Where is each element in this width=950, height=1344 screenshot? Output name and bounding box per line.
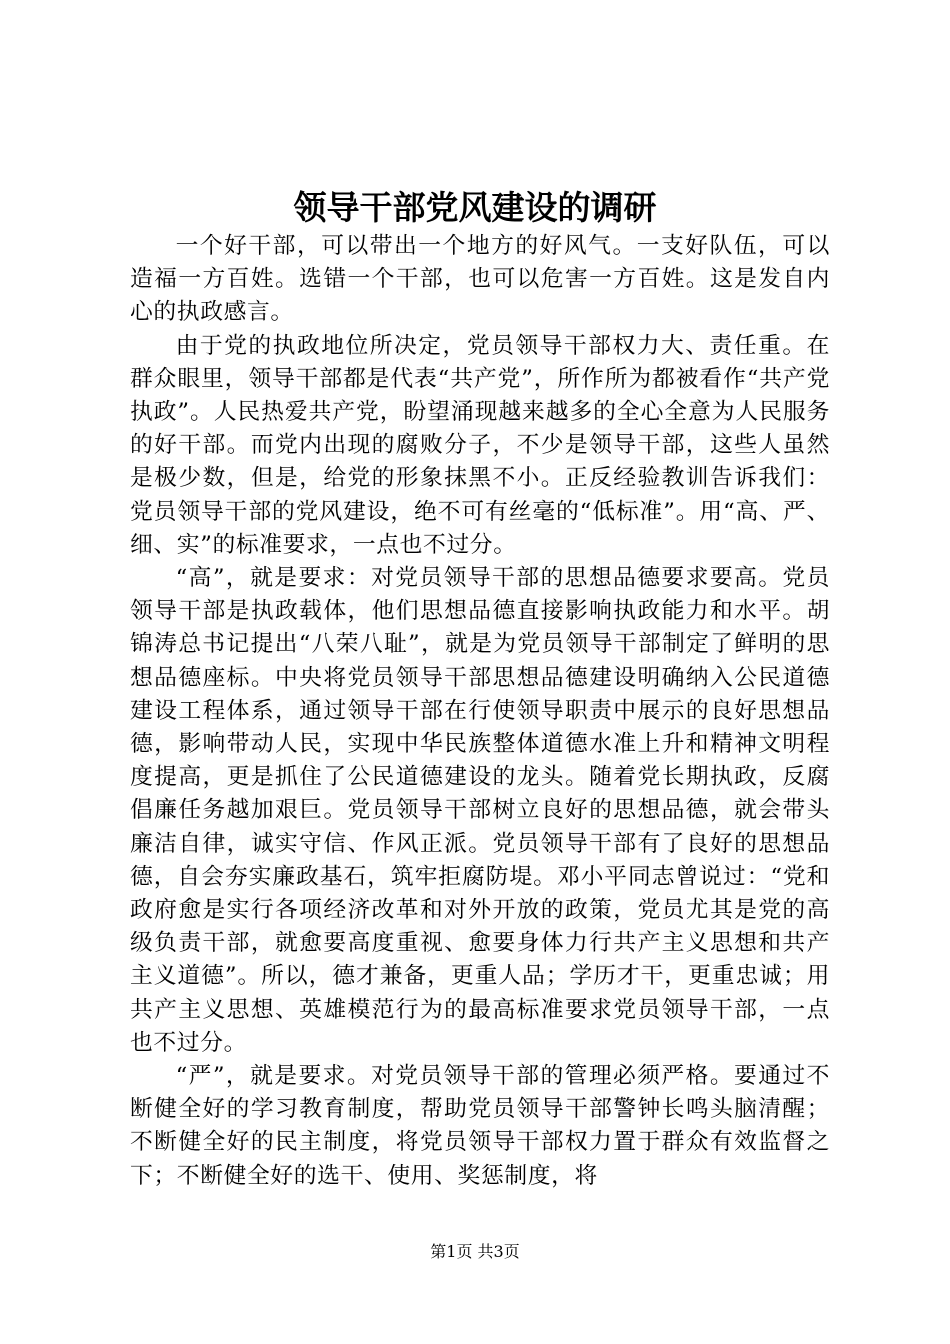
paragraph: 由于党的执政地位所决定，党员领导干部权力大、责任重。在群众眼里，领导干部都是代表“共产党”，所作所为都被看作“共产党执政”。人民热爱共产党，盼望涌现越来越多的全心全意为人民服务的好干部。而党内出现的腐败分子，不少是领导干部，这些人虽然是极少数，但是，给党的形象抹黑不小。正反经验教训告诉我们：党员领导干部的党风建设，绝不可有丝毫的“低标准”。用“高、严、细、实”的标准要求，一点也不过分。 bbox=[130, 332, 830, 558]
paragraph: “严”，就是要求。对党员领导干部的管理必须严格。要通过不断健全好的学习教育制度，帮助党员领导干部警钟长鸣头脑清醒；不断健全好的民主制度，将党员领导干部权力置于群众有效监督之下；不断健全好的选干、使用、奖惩制度，将 bbox=[130, 1063, 830, 1189]
page-footer: 第1页 共3页 bbox=[430, 1242, 520, 1261]
document-title: 领导干部党风建设的调研 bbox=[293, 188, 657, 227]
paragraph: 一个好干部，可以带出一个地方的好风气。一支好队伍，可以造福一方百姓。选错一个干部，也可以危害一方百姓。这是发自内心的执政感言。 bbox=[130, 233, 830, 326]
paragraph: “高”，就是要求：对党员领导干部的思想品德要求要高。党员领导干部是执政载体，他们思想品德直接影响执政能力和水平。胡锦涛总书记提出“八荣八耻”，就是为党员领导干部制定了鲜明的思想品德座标。中央将党员领导干部思想品德建设明确纳入公民道德建设工程体系，通过领导干部在行使领导职责中展示的良好思想品德，影响带动人民，实现中华民族整体道德水准上升和精神文明程度提高，更是抓住了公民道德建设的龙头。随着党长期执政，反腐倡廉任务越加艰巨。党员领导干部树立良好的思想品德，就会带头廉洁自律，诚实守信、作风正派。党员领导干部有了良好的思想品德，自会夯实廉政基石，筑牢拒腐防堤。邓小平同志曾说过：“党和政府愈是实行各项经济改革和对外开放的政策，党员尤其是党的高级负责干部，就愈要高度重视、愈要身体力行共产主义思想和共产主义道德”。所以，德才兼备，更重人品；学历才干，更重忠诚；用共产主义思想、英雄模范行为的最高标准要求党员领导干部，一点也不过分。 bbox=[130, 565, 830, 1056]
document-body bbox=[130, 230, 830, 1193]
